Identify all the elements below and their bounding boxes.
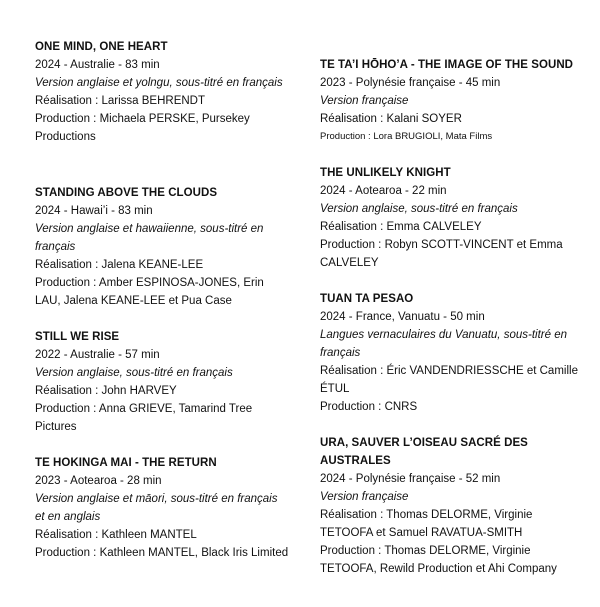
- film-production: Production : Michaela PERSKE, Pursekey Productions: [35, 113, 250, 143]
- film-title: TE TA’I HŌHO’A - THE IMAGE OF THE SOUND: [320, 59, 574, 71]
- film-entry-standing-above-the-clouds: [35, 184, 290, 310]
- film-language: Version anglaise et māori, sous-titré en français et en anglais: [35, 493, 278, 523]
- film-entry-te-hokinga-mai: [35, 454, 290, 562]
- film-director: Réalisation : Kalani SOYER: [320, 113, 462, 125]
- film-entry-still-we-rise: [35, 328, 290, 436]
- film-entry-tuan-ta-pesao: [320, 290, 585, 416]
- film-director: Réalisation : Larissa BEHRENDT: [35, 95, 206, 107]
- film-entry-ura: [320, 434, 585, 578]
- film-meta: 2024 - Hawai’i - 83 min: [35, 205, 153, 217]
- film-meta: 2024 - Aotearoa - 22 min: [320, 185, 447, 197]
- film-production: Production : Thomas DELORME, Virginie TETOOFA, Rewild Production et Ahi Company: [320, 545, 557, 575]
- film-title: TUAN TA PESAO: [320, 293, 414, 305]
- film-language: Version française: [320, 491, 409, 503]
- film-production: Production : Lora BRUGIOLI, Mata Films: [320, 131, 493, 142]
- film-language: Version anglaise et hawaiienne, sous-titré en français: [35, 223, 264, 253]
- film-entry-te-tai-hohoa: [320, 56, 585, 146]
- film-director: Réalisation : Éric VANDENDRIESSCHE et Camille ÉTUL: [320, 365, 578, 395]
- film-language: Version anglaise, sous-titré en français: [35, 367, 233, 379]
- film-director: Réalisation : John HARVEY: [35, 385, 177, 397]
- film-language: Version anglaise, sous-titré en français: [320, 203, 518, 215]
- film-title: THE UNLIKELY KNIGHT: [320, 167, 451, 179]
- film-title: STILL WE RISE: [35, 331, 120, 343]
- film-language: Version anglaise et yolngu, sous-titré en français: [35, 77, 283, 89]
- film-meta: 2024 - Australie - 83 min: [35, 59, 160, 71]
- film-language: Version française: [320, 95, 409, 107]
- film-production: Production : Amber ESPINOSA-JONES, Erin LAU, Jalena KEANE-LEE et Pua Case: [35, 277, 264, 307]
- film-meta: 2024 - Polynésie française - 52 min: [320, 473, 501, 485]
- film-director: Réalisation : Emma CALVELEY: [320, 221, 482, 233]
- film-meta: 2024 - France, Vanuatu - 50 min: [320, 311, 485, 323]
- film-director: Réalisation : Thomas DELORME, Virginie TETOOFA et Samuel RAVATUA-SMITH: [320, 509, 533, 539]
- film-entry-one-mind-one-heart: [35, 38, 290, 146]
- film-meta: 2023 - Polynésie française - 45 min: [320, 77, 501, 89]
- film-meta: 2022 - Australie - 57 min: [35, 349, 160, 361]
- film-director: Réalisation : Jalena KEANE-LEE: [35, 259, 204, 271]
- film-title: ONE MIND, ONE HEART: [35, 41, 168, 53]
- film-production: Production : CNRS: [320, 401, 418, 413]
- film-production: Production : Anna GRIEVE, Tamarind Tree Pictures: [35, 403, 253, 433]
- film-meta: 2023 - Aotearoa - 28 min: [35, 475, 162, 487]
- film-production: Production : Robyn SCOTT-VINCENT et Emma CALVELEY: [320, 239, 563, 269]
- film-language: Langues vernaculaires du Vanuatu, sous-titré en français: [320, 329, 567, 359]
- film-title: URA, SAUVER L’OISEAU SACRÉ DES AUSTRALES: [320, 437, 528, 467]
- film-director: Réalisation : Kathleen MANTEL: [35, 529, 197, 541]
- film-entry-the-unlikely-knight: [320, 164, 585, 272]
- film-title: STANDING ABOVE THE CLOUDS: [35, 187, 218, 199]
- film-title: TE HOKINGA MAI - THE RETURN: [35, 457, 217, 469]
- film-production: Production : Kathleen MANTEL, Black Iris Limited: [35, 547, 289, 559]
